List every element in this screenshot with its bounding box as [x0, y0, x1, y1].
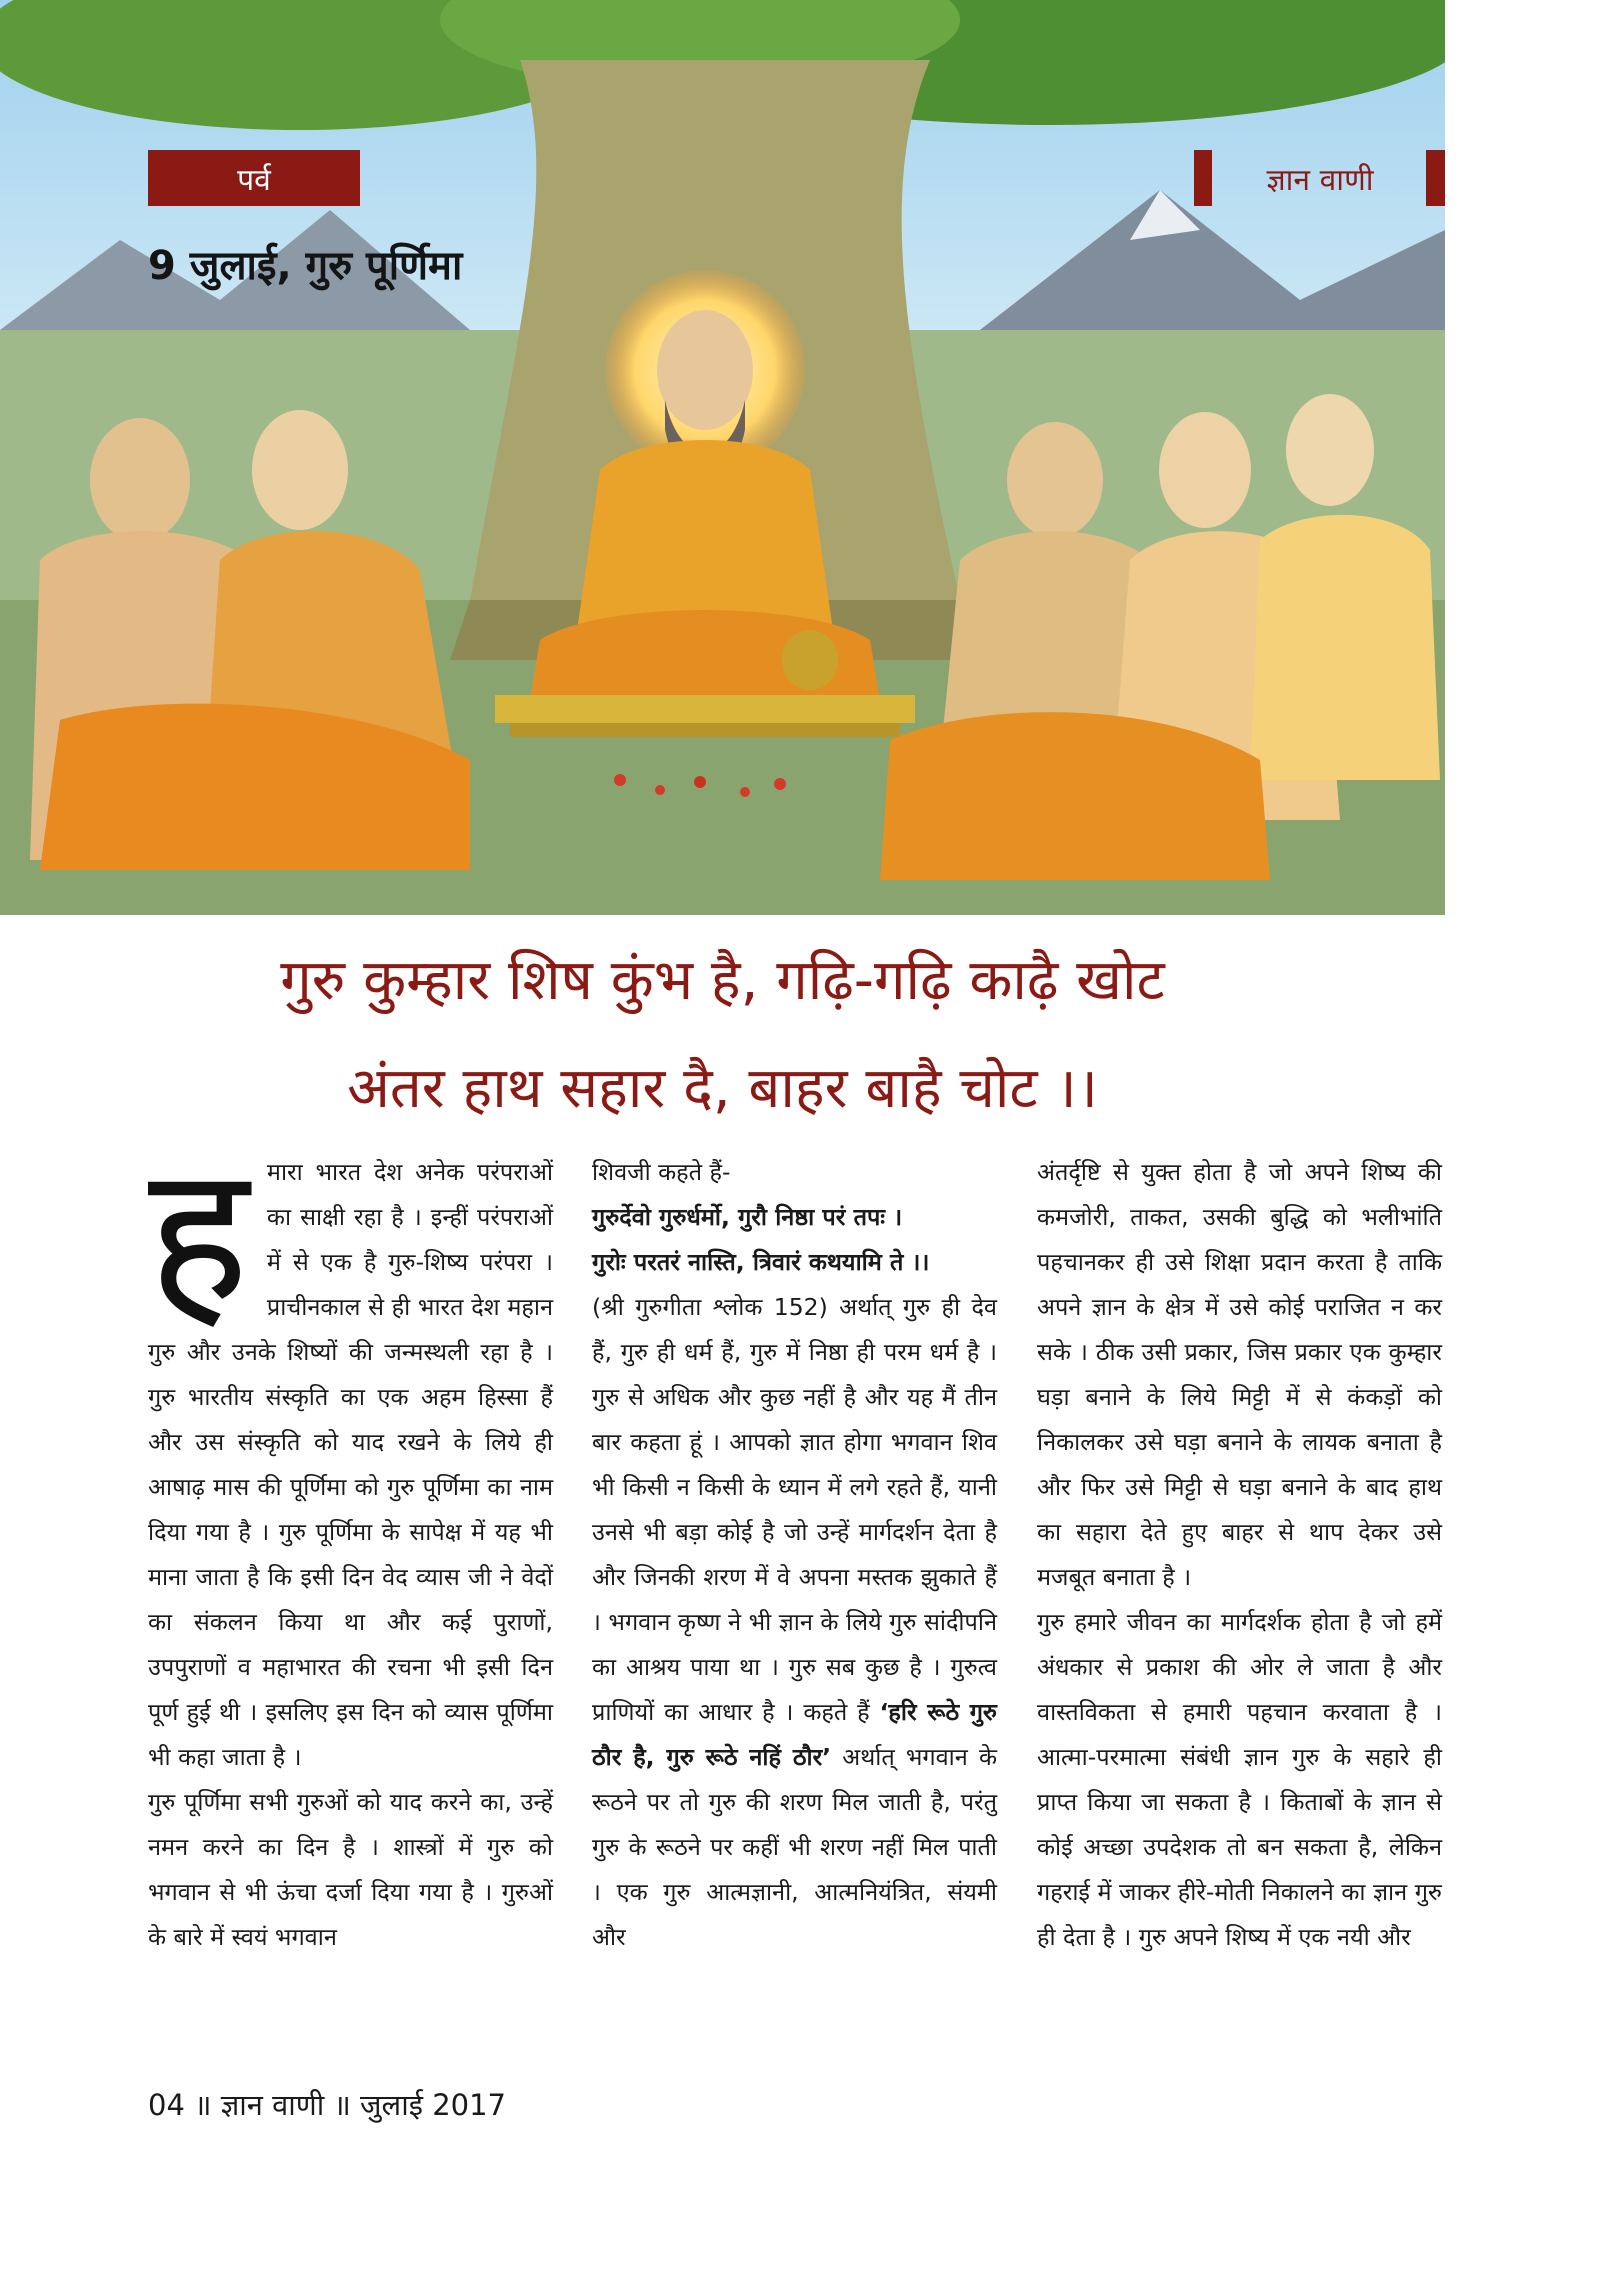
article-paragraph: अंतर्दृष्टि से युक्त होता है जो अपने शिष्य की कमजोरी, ताकत, उसकी बुद्धि को भलीभांति पहचानकर ही उसे शिक्षा प्रदान करता है ताकि अपने ज्ञान के क्षेत्र में उसे कोई पराजित न कर सके । ठीक उसी प्रकार, जिस प्रकार एक कुम्हार घड़ा बनाने के लिये मिट्टी में से कंकड़ों को निकालकर उसे घड़ा बनाने के लायक बनाता है और फिर उसे मिट्टी से घड़ा बनाने के बाद हाथ का सहारा देते हुए बाहर से थाप देकर उसे मजबूत बनाता है ।	[1037, 1158, 1442, 1591]
section-label: पर्व	[148, 150, 360, 206]
paragraph-text: (श्री गुरुगीता श्लोक 152) अर्थात् गुरु ही देव हैं, गुरु ही धर्म हैं, गुरु में निष्ठा ही परम धर्म है । गुरु से अधिक और कुछ नहीं है और यह मैं तीन बार कहता हूं । आपको ज्ञात होगा भगवान शिव भी किसी न किसी के ध्यान में लगे रहते हैं, यानी उनसे भी बड़ा कोई है जो उन्हें मार्गदर्शन देता है और जिनकी शरण में वे अपना मस्तक झुकाते हैं । भगवान कृष्ण ने भी ज्ञान के लिये गुरु सांदीपनि का आश्रय पाया था । गुरु सब कुछ है । गुरुत्व प्राणियों का आधार है । कहते हैं	[592, 1293, 997, 1726]
article-paragraph: गुरु हमारे जीवन का मार्गदर्शक होता है जो हमें अंधकार से प्रकाश की ओर ले जाता है और वास्तविकता से हमारी पहचान करवाता है । आत्मा-परमात्मा संबंधी ज्ञान गुरु के सहारे ही प्राप्त किया जा सकता है । किताबों के ज्ञान से कोई अच्छा उपदेशक तो बन सकता है, लेकिन गहराई में जाकर हीरे-मोती निकालने का ज्ञान गुरु ही देता है । गुरु अपने शिष्य में एक नयी और	[1037, 1608, 1442, 1951]
article-paragraph: गुरु पूर्णिमा सभी गुरुओं को याद करने का, उन्हें नमन करने का दिन है । शास्त्रों में गुरु को भगवान से भी ऊंचा दर्जा दिया गया है । गुरुओं के बारे में स्वयं भगवान	[148, 1788, 553, 1951]
sanskrit-verse-line-1: गुरुर्देवो गुरुर्धर्मो, गुरौ निष्ठा परं तपः ।	[592, 1203, 903, 1231]
couplet-line-1: गुरु कुम्हार शिष कुंभ है, गढ़ि-गढ़ि काढ़ै खोट	[280, 948, 1165, 1013]
magazine-label-bar-left	[1194, 150, 1212, 206]
drop-cap: ह	[148, 1124, 249, 1345]
magazine-label: ज्ञान वाणी	[1266, 162, 1374, 198]
magazine-label-bar-right	[1426, 150, 1445, 206]
date-title: 9 जुलाई, गुरु पूर्णिमा	[148, 243, 463, 289]
article-column-3	[1037, 1150, 1442, 1960]
guru-purnima-illustration	[0, 0, 1445, 915]
sanskrit-verse-line-2: गुरोः परतरं नास्ति, त्रिवारं कथयामि ते ।।	[592, 1248, 930, 1276]
article-column-1	[148, 1124, 553, 1960]
paragraph-text: मारा भारत देश अनेक परंपराओं का साक्षी रहा है । इन्हीं परंपराओं में से एक है गुरु-शिष्य परंपरा । प्राचीनकाल से ही भारत देश महान गुरु और उनके शिष्यों की जन्मस्थली रहा है । गुरु भारतीय संस्कृति का एक अहम हिस्सा हैं और उस संस्कृति को याद रखने के लिये ही आषाढ़ मास की पूर्णिमा को गुरु पूर्णिमा का नाम दिया गया है । गुरु पूर्णिमा के सापेक्ष में यह भी माना जाता है कि इसी दिन वेद व्यास जी ने वेदों का संकलन किया था और कई पुराणों, उपपुराणों व महाभारत की रचना भी इसी दिन पूर्ण हुई थी । इसलिए इस दिन को व्यास पूर्णिमा भी कहा जाता है ।	[148, 1158, 553, 1771]
quoted-saying: ‘हरि रूठे गुरु ठौर है, गुरु रूठे नहिं ठौर’	[592, 1698, 997, 1771]
article-paragraph: शिवजी कहते हैं-	[592, 1158, 731, 1186]
article-column-2	[592, 1150, 997, 1960]
page-footer: 04 ॥ ज्ञान वाणी ॥ जुलाई 2017	[148, 2088, 506, 2122]
paragraph-text: अर्थात् भगवान के रूठने पर तो गुरु की शरण मिल जाती है, परंतु गुरु के रूठने पर कहीं भी शरण नहीं मिल पाती । एक गुरु आत्मज्ञानी, आत्मनियंत्रित, संयमी और	[592, 1743, 997, 1951]
article-paragraph	[592, 1285, 997, 1960]
couplet-line-2: अंतर हाथ सहार दै, बाहर बाहै चोट ।।	[347, 1056, 1098, 1121]
article-paragraph	[148, 1124, 553, 1780]
guru-disciples-artwork	[0, 0, 1445, 915]
